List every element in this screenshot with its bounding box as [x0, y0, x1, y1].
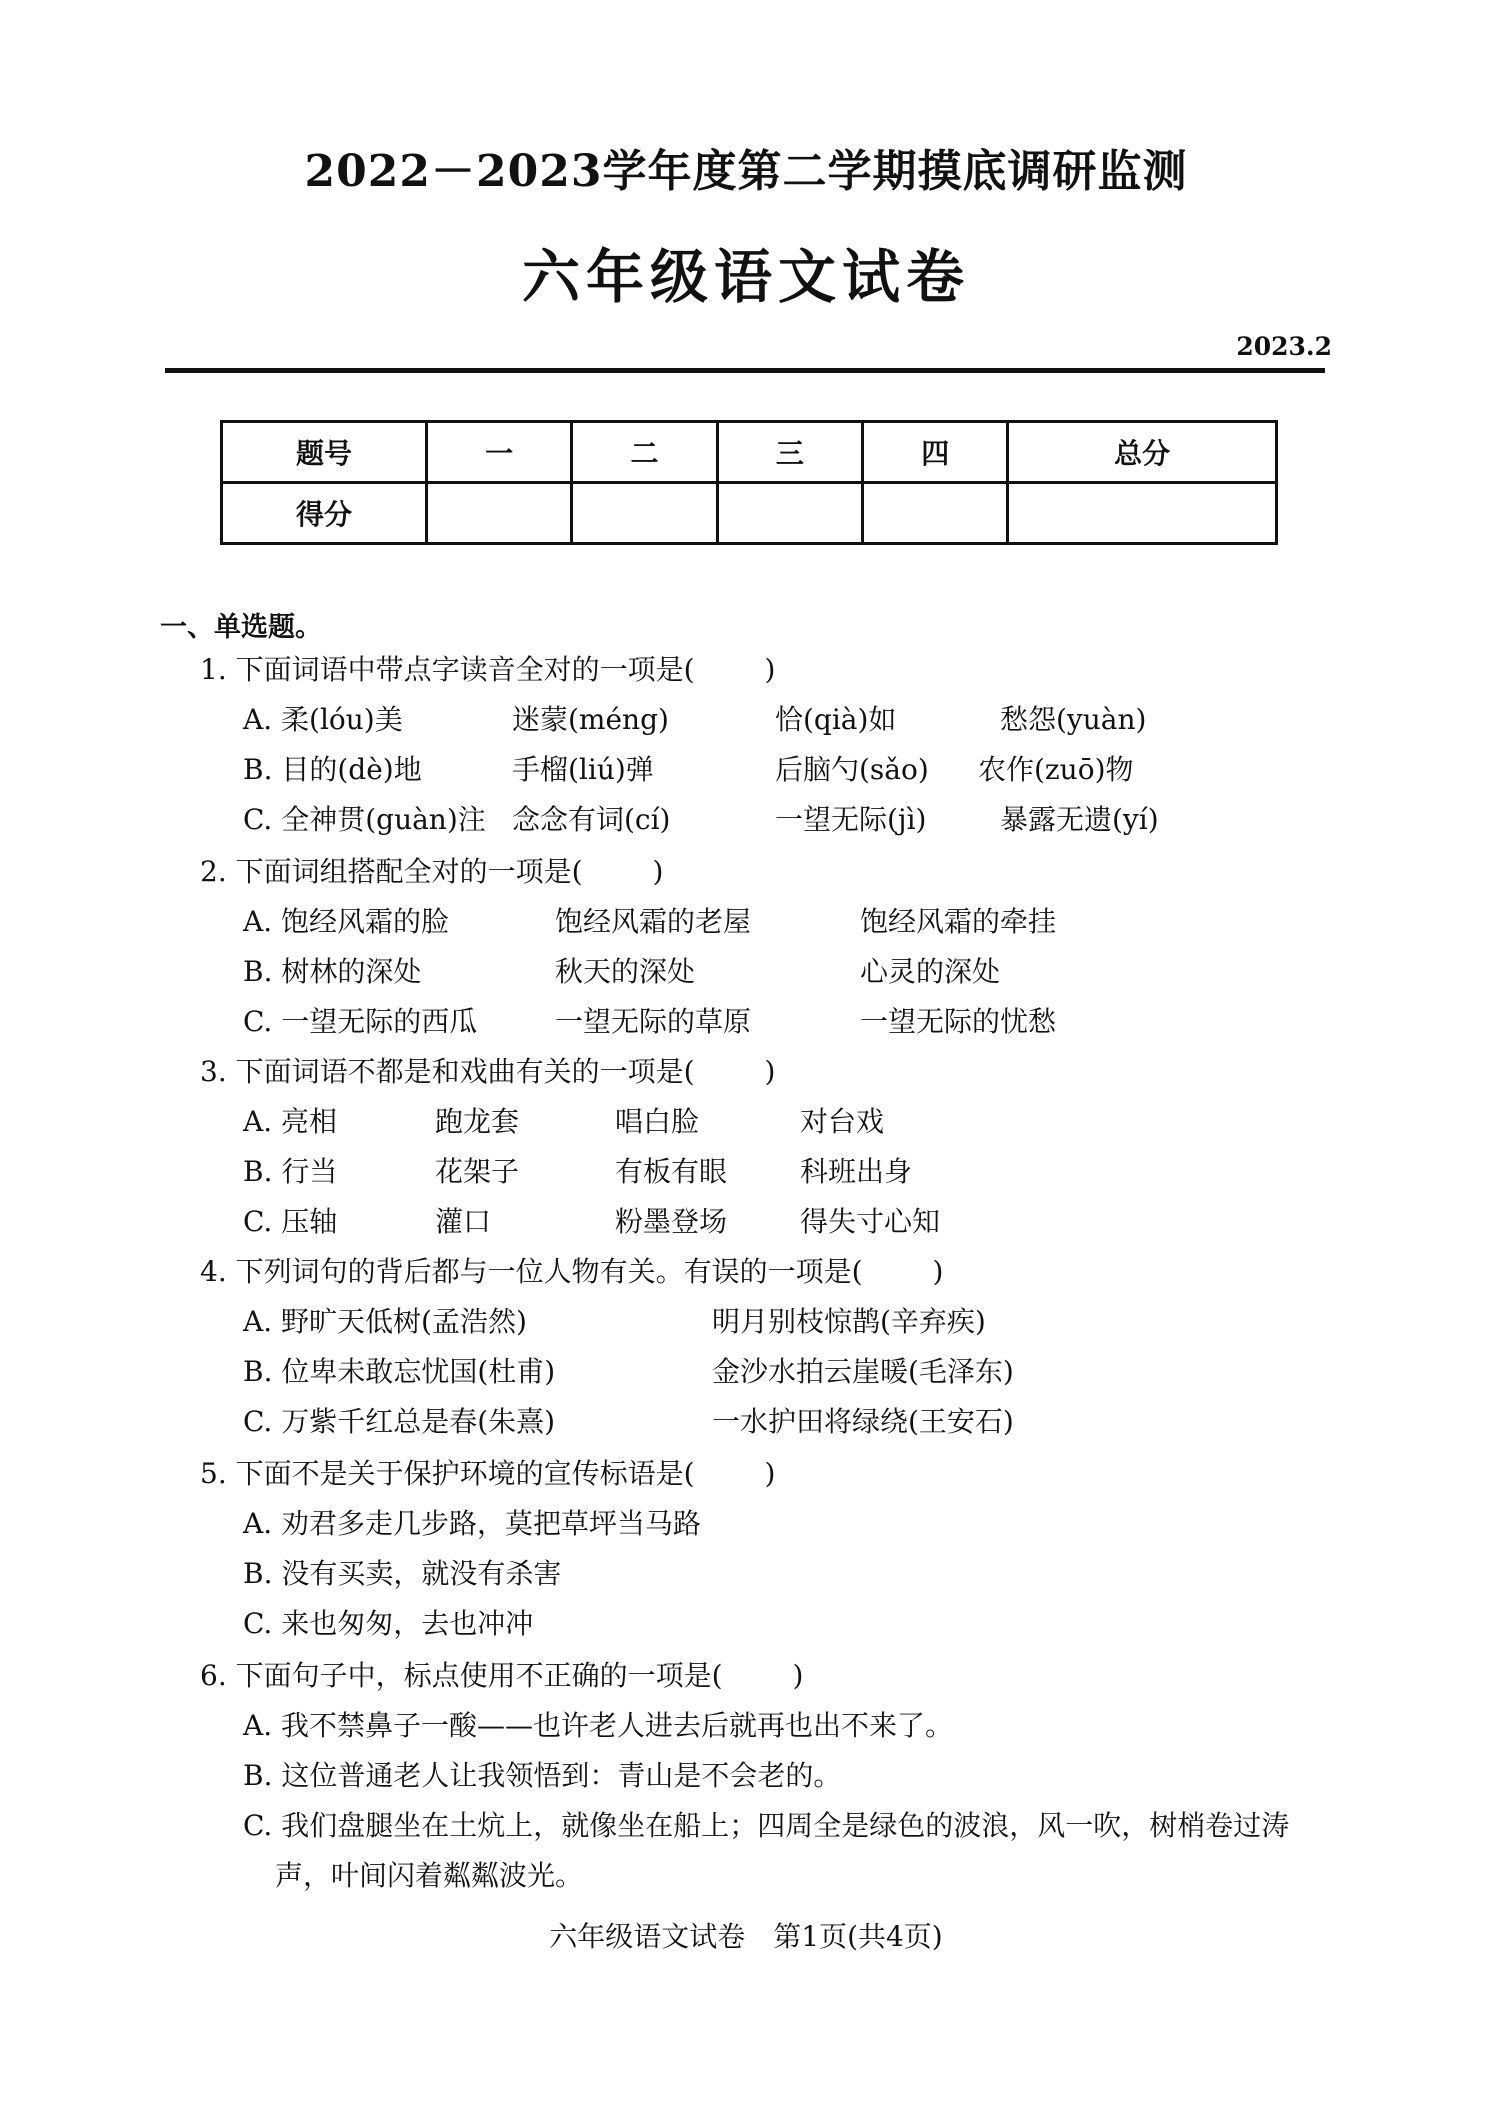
q1-option-b-1: B. 目的(dè)地 [243, 753, 422, 786]
header-rule [165, 368, 1325, 373]
q2-option-a-1: A. 饱经风霜的脸 [243, 905, 450, 938]
q2-option-b-3: 心灵的深处 [860, 955, 1001, 988]
q3-option-c-3: 粉墨登场 [615, 1205, 728, 1238]
score-input-2[interactable] [572, 483, 717, 544]
q3-option-b-4: 科班出身 [800, 1155, 913, 1188]
score-input-4[interactable] [863, 483, 1008, 544]
q1-option-a-3: 恰(qià)如 [775, 703, 897, 736]
score-cell-total: 总分 [1008, 422, 1277, 483]
score-cell-label: 题号 [222, 422, 427, 483]
q1-option-c-1: C. 全神贯(guàn)注 [243, 803, 486, 836]
question-1-stem: 1. 下面词语中带点字读音全对的一项是( ) [200, 653, 776, 686]
page-footer: 六年级语文试卷 第1页(共4页) [549, 1920, 943, 1953]
q2-option-c-2: 一望无际的草原 [555, 1005, 752, 1038]
q2-option-c-3: 一望无际的忧愁 [860, 1005, 1057, 1038]
score-input-total[interactable] [1008, 483, 1277, 544]
q1-option-a-1: A. 柔(lóu)美 [243, 703, 403, 736]
score-input-3[interactable] [717, 483, 862, 544]
score-cell-1: 一 [427, 422, 572, 483]
q2-option-b-2: 秋天的深处 [555, 955, 696, 988]
question-6-stem: 6. 下面句子中，标点使用不正确的一项是( ) [200, 1659, 804, 1692]
score-table-score-row [222, 483, 1277, 544]
q1-option-c-4: 暴露无遗(yí) [1000, 803, 1159, 836]
question-3-stem: 3. 下面词语不都是和戏曲有关的一项是( ) [200, 1055, 776, 1088]
q1-option-c-3: 一望无际(jì) [775, 803, 927, 836]
q4-option-a-2: 明月别枝惊鹊(辛弃疾) [712, 1305, 986, 1338]
score-cell-4: 四 [863, 422, 1008, 483]
question-2-stem: 2. 下面词组搭配全对的一项是( ) [200, 855, 664, 888]
q3-option-b-3: 有板有眼 [615, 1155, 728, 1188]
exam-date: 2023.2 [1236, 332, 1332, 361]
q3-option-a-3: 唱白脸 [615, 1105, 700, 1138]
q2-option-a-3: 饱经风霜的牵挂 [860, 905, 1057, 938]
q6-option-b: B. 这位普通老人让我领悟到：青山是不会老的。 [243, 1759, 842, 1792]
q3-option-c-1: C. 压轴 [243, 1205, 338, 1238]
question-5-stem: 5. 下面不是关于保护环境的宣传标语是( ) [200, 1457, 776, 1490]
exam-title-line1: 2022－2023学年度第二学期摸底调研监测 [304, 146, 1188, 197]
q4-option-c-1: C. 万紫千红总是春(朱熹) [243, 1405, 556, 1438]
score-table-header-row [222, 422, 1277, 483]
q4-option-b-2: 金沙水拍云崖暖(毛泽东) [712, 1355, 1014, 1388]
q5-option-c: C. 来也匆匆，去也冲冲 [243, 1607, 534, 1640]
score-cell-3: 三 [717, 422, 862, 483]
q1-option-b-4: 农作(zuō)物 [978, 753, 1134, 786]
q6-option-a: A. 我不禁鼻子一酸——也许老人进去后就再也出不来了。 [243, 1709, 954, 1742]
q3-option-c-2: 灌口 [435, 1205, 492, 1238]
q4-option-c-2: 一水护田将绿绕(王安石) [712, 1405, 1014, 1438]
section-heading: 一、单选题。 [160, 612, 322, 643]
q3-option-a-2: 跑龙套 [435, 1105, 520, 1138]
q3-option-a-4: 对台戏 [800, 1105, 885, 1138]
score-cell-2: 二 [572, 422, 717, 483]
q3-option-b-2: 花架子 [435, 1155, 520, 1188]
q3-option-c-4: 得失寸心知 [800, 1205, 941, 1238]
score-input-1[interactable] [427, 483, 572, 544]
q1-option-b-3: 后脑勺(sǎo) [775, 753, 929, 786]
q6-option-c: C. 我们盘腿坐在土炕上，就像坐在船上；四周全是绿色的波浪，风一吹，树梢卷过涛 [243, 1809, 1290, 1842]
q6-option-c-cont: 声，叶间闪着粼粼波光。 [275, 1859, 584, 1892]
question-4-stem: 4. 下列词句的背后都与一位人物有关。有误的一项是( ) [200, 1255, 944, 1288]
q5-option-a: A. 劝君多走几步路，莫把草坪当马路 [243, 1507, 702, 1540]
q1-option-b-2: 手榴(liú)弹 [512, 753, 654, 786]
q2-option-a-2: 饱经风霜的老屋 [555, 905, 752, 938]
q4-option-b-1: B. 位卑未敢忘忧国(杜甫) [243, 1355, 556, 1388]
q3-option-a-1: A. 亮相 [243, 1105, 338, 1138]
score-row-label: 得分 [222, 483, 427, 544]
q4-option-a-1: A. 野旷天低树(孟浩然) [243, 1305, 527, 1338]
score-table [220, 420, 1278, 545]
q5-option-b: B. 没有买卖，就没有杀害 [243, 1557, 562, 1590]
q1-option-a-4: 愁怨(yuàn) [1000, 703, 1147, 736]
q1-option-a-2: 迷蒙(méng) [512, 703, 669, 736]
exam-title-line2: 六年级语文试卷 [521, 243, 970, 311]
q2-option-c-1: C. 一望无际的西瓜 [243, 1005, 478, 1038]
q3-option-b-1: B. 行当 [243, 1155, 338, 1188]
q2-option-b-1: B. 树林的深处 [243, 955, 422, 988]
q1-option-c-2: 念念有词(cí) [512, 803, 671, 836]
